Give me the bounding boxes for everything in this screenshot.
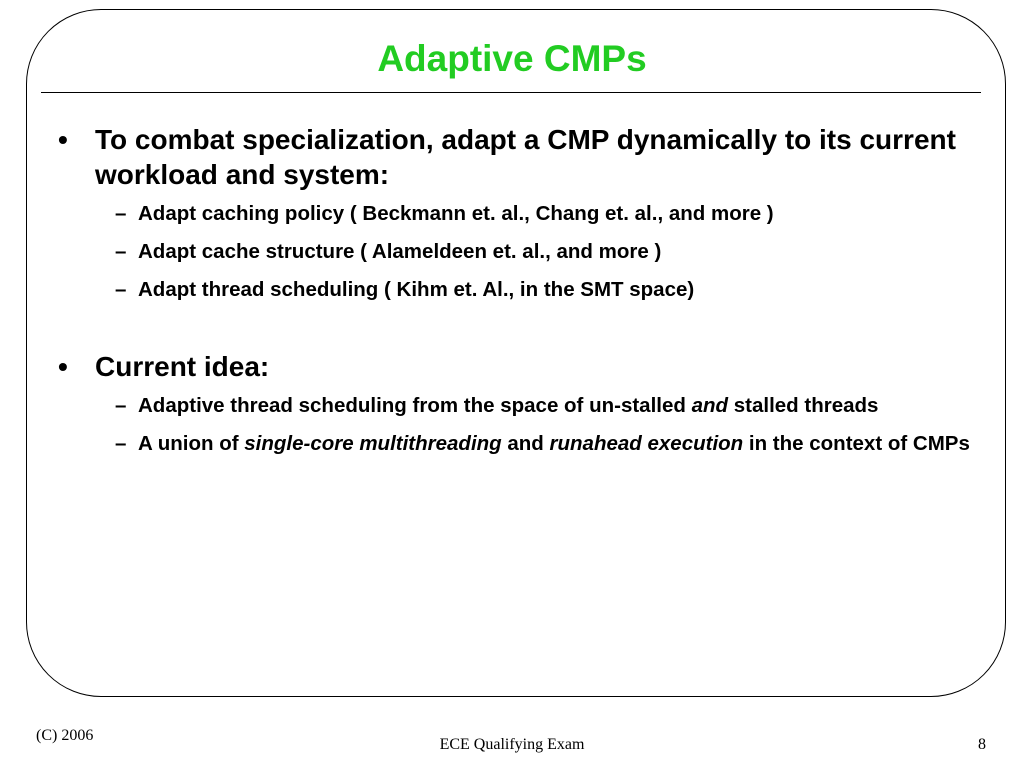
footer-copyright: (C) 2006 xyxy=(36,727,94,744)
emphasis-single-core: single-core multithreading xyxy=(244,432,502,455)
bullet-2-subitems xyxy=(58,393,978,457)
bullet-1-subitems xyxy=(58,201,978,303)
slide-content xyxy=(58,122,978,469)
dash-marker: – xyxy=(115,240,127,263)
dash-marker: – xyxy=(115,432,127,455)
footer-page-number: 8 xyxy=(978,736,986,753)
bullet-dot: • xyxy=(58,124,68,155)
subitem-adaptive-scheduling xyxy=(58,393,978,419)
emphasis-runahead: runahead execution xyxy=(549,432,744,455)
subitem-text: Adapt thread scheduling ( Kihm et. Al., in the SMT space) xyxy=(138,278,695,301)
subitem-text-part: and xyxy=(501,432,550,455)
title-divider xyxy=(41,92,981,93)
footer-center-text: ECE Qualifying Exam xyxy=(439,736,585,753)
bullet-2 xyxy=(58,349,978,384)
dash-marker: – xyxy=(115,278,127,301)
dash-marker: – xyxy=(115,394,127,417)
bullet-1-text: To combat specialization, adapt a CMP dynamically to its current workload and system: xyxy=(95,124,956,190)
emphasis-and: and xyxy=(691,394,729,417)
bullet-dot: • xyxy=(58,351,68,382)
subitem-text-part: Adaptive thread scheduling from the space of un-stalled xyxy=(138,394,692,417)
subitem-text-part: stalled threads xyxy=(728,394,879,417)
dash-marker: – xyxy=(115,202,127,225)
subitem-thread-scheduling xyxy=(58,277,978,303)
subitem-text: Adapt caching policy ( Beckmann et. al., Chang et. al., and more ) xyxy=(138,202,774,225)
bullet-1 xyxy=(58,122,978,192)
subitem-text: Adapt cache structure ( Alameldeen et. al., and more ) xyxy=(138,240,662,263)
subitem-text-part: A union of xyxy=(138,432,245,455)
slide-title: Adaptive CMPs xyxy=(377,38,647,79)
bullet-2-text: Current idea: xyxy=(95,351,270,382)
subitem-caching-policy xyxy=(58,201,978,227)
spacer xyxy=(58,315,978,349)
subitem-text-part: in the context of CMPs xyxy=(743,432,970,455)
subitem-cache-structure xyxy=(58,239,978,265)
subitem-union xyxy=(58,431,978,457)
